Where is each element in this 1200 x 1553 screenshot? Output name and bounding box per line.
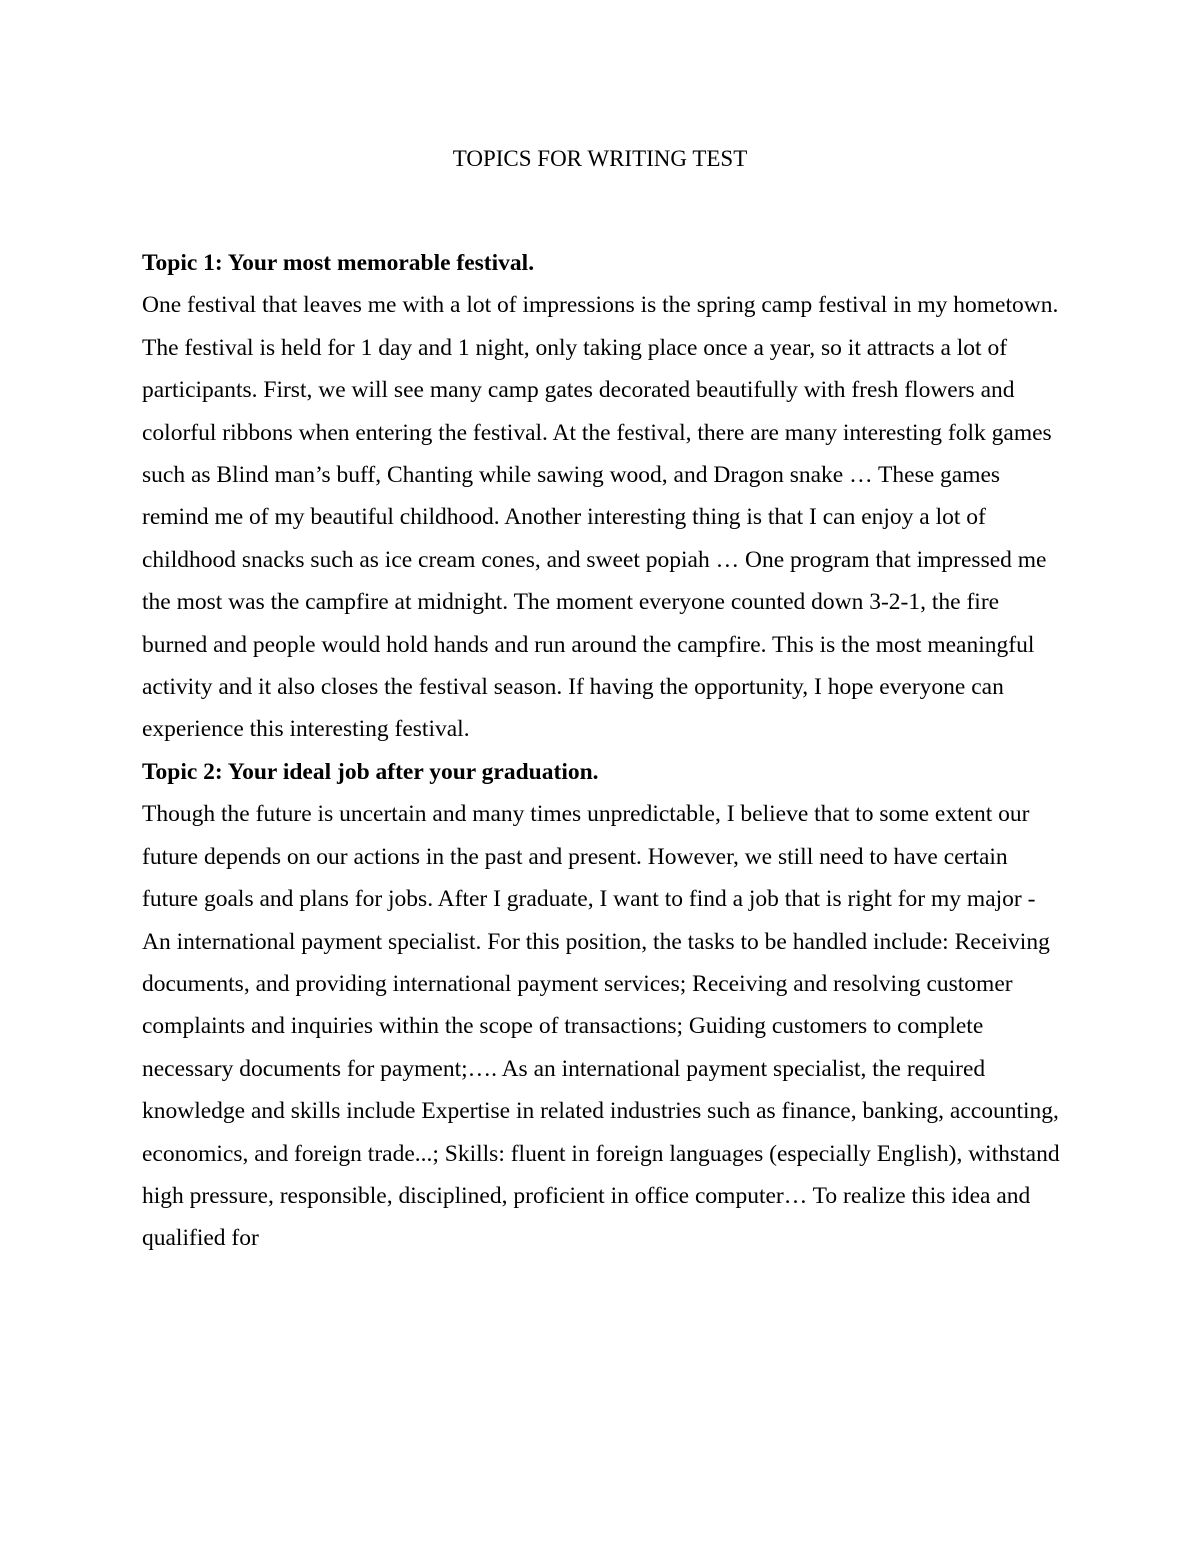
topic-2-heading: Topic 2: Your ideal job after your graduation.: [142, 758, 599, 785]
topic-1-paragraph: One festival that leaves me with a lot of impressions is the spring camp festival in my hometown. The festival is held for 1 day and 1 night, only taking place once a year, so it attracts a lot of participants. First, we will see many camp gates decorated beautifully with fresh flowers and colorful ribbons when entering the festival. At the festival, there are many interesting folk games such as Blind man’s buff, Chanting while sawing wood, and Dragon snake … These games remind me of my beautiful childhood. Another interesting thing is that I can enjoy a lot of childhood snacks such as ice cream cones, and sweet popiah … One program that impressed me the most was the campfire at midnight. The moment everyone counted down 3-2-1, the fire burned and people would hold hands and run around the campfire. This is the most meaningful activity and it also closes the festival season. If having the opportunity, I hope everyone can experience this interesting festival.: [142, 292, 1059, 743]
document-title: TOPICS FOR WRITING TEST: [452, 146, 748, 171]
topic-2-paragraph: Though the future is uncertain and many times unpredictable, I believe that to some extent our future depends on our actions in the past and present. However, we still need to have certain future goals and plans for jobs. After I graduate, I want to find a job that is right for my major - An international payment specialist. For this position, the tasks to be handled include: Receiving documents, and providing international payment services; Receiving and resolving customer complaints and inquiries within the scope of transactions; Guiding customers to complete necessary documents for payment;…. As an international payment specialist, the required knowledge and skills include Expertise in related industries such as finance, banking, accounting, economics, and foreign trade...; Skills: fluent in foreign languages (especially English), withstand high pressure, responsible, disciplined, proficient in office computer… To realize this idea and qualified for: [142, 801, 1060, 1252]
topic-1-heading: Topic 1: Your most memorable festival.: [142, 250, 535, 276]
document-body: [142, 242, 1062, 1260]
